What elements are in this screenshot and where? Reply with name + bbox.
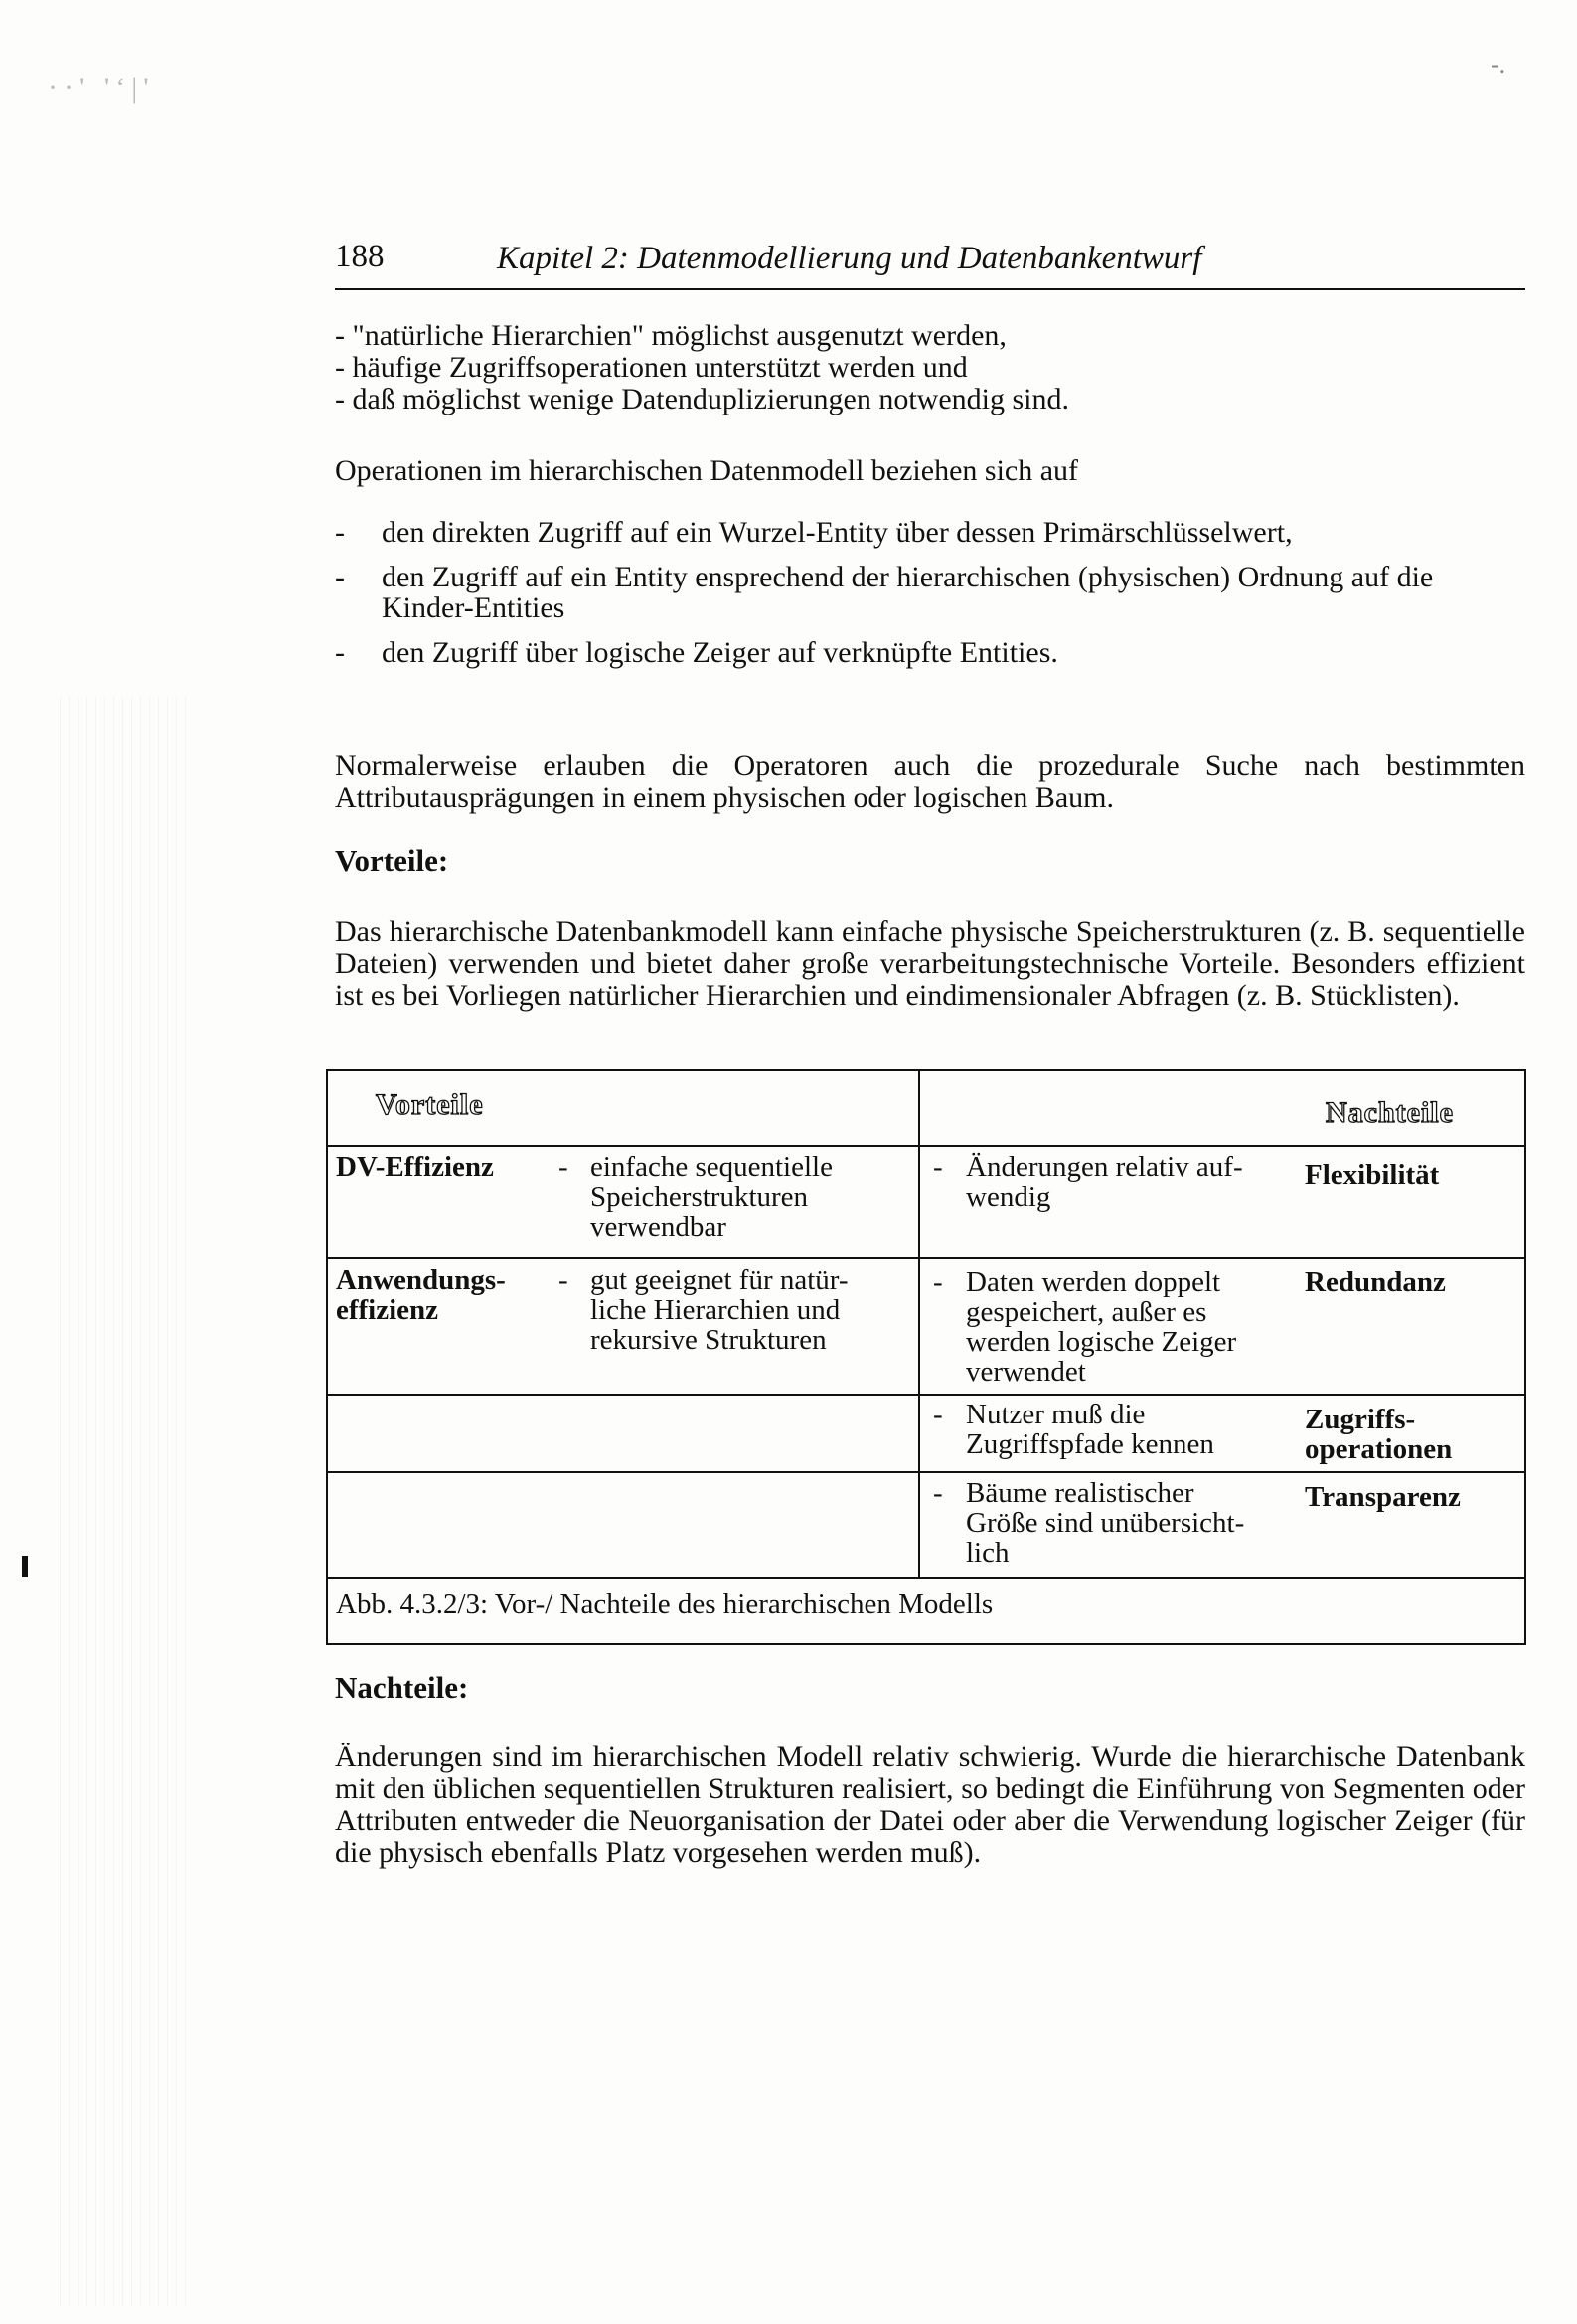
con-category: Transparenz (1305, 1481, 1461, 1513)
pro-text: einfache sequentielle Speicherstrukturen verwendbar (590, 1151, 833, 1243)
list-item (335, 517, 1527, 548)
pro-dash: - (558, 1264, 568, 1296)
scan-edge-noise (60, 696, 189, 2306)
scan-top-right-mark: -. (1491, 50, 1506, 79)
bullet-dash: - (335, 561, 345, 593)
con-dash: - (933, 1399, 943, 1430)
con-text: Änderungen relativ auf- wendig (966, 1151, 1243, 1213)
con-category: Flexibilität (1305, 1159, 1440, 1191)
table-rule (328, 1471, 1524, 1473)
con-text: Bäume realistischer Größe sind unübersicht- lich (966, 1477, 1245, 1569)
con-dash: - (933, 1151, 943, 1183)
pro-dash: - (558, 1151, 568, 1183)
disadvantages-paragraph: Änderungen sind im hierarchischen Modell relativ schwierig. Wurde die hierarchische Datenbank mit den üblichen sequentiellen Strukturen realisiert, so bedingt die Einführung von Segmenten oder Attributen entweder die Neuorganisation der Datei oder aber die Verwendung logischer Zeiger (für die physisch ebenfalls Platz vorgesehen werden muß). (335, 1741, 1525, 1869)
con-dash: - (933, 1477, 943, 1509)
list-item-text: den direkten Zugriff auf ein Wurzel-Entity über dessen Primärschlüsselwert, (382, 516, 1293, 549)
scan-corner-marks: ··' '‘|' (48, 72, 155, 104)
list-item-text: den Zugriff auf ein Entity ensprechend der hierarchischen (physischen) Ordnung auf die Kinder-Entities (382, 561, 1434, 624)
advantages-heading: Vorteile: (335, 843, 449, 878)
running-head: Kapitel 2: Datenmodellierung und Datenbankentwurf (497, 241, 1202, 276)
pro-category: Anwendungs- effizienz (336, 1264, 506, 1326)
bullet-dash: - (335, 636, 345, 669)
scan-edge-mark (22, 1556, 28, 1577)
operators-paragraph: Normalerweise erlauben die Operatoren auch die prozedurale Suche nach bestimmten Attributausprägungen in einem physischen oder logischen Baum. (335, 749, 1525, 814)
list-item (335, 637, 1527, 668)
table-rule (328, 1394, 1524, 1396)
bullet-dash: - (335, 516, 345, 549)
pros-cons-table (326, 1069, 1526, 1645)
figure-caption: Abb. 4.3.2/3: Vor-/ Nachteile des hierarchischen Modells (336, 1588, 994, 1620)
table-header-disadvantages: Nachteile (1326, 1096, 1454, 1129)
page-number: 188 (335, 239, 385, 274)
operations-intro: Operationen im hierarchischen Datenmodell beziehen sich auf (335, 454, 1079, 487)
con-category: Zugriffs- operationen (1305, 1404, 1453, 1465)
table-header-advantages: Vorteile (376, 1088, 484, 1121)
table-rule (328, 1257, 1524, 1259)
con-text: Daten werden doppelt gespeichert, außer es werden logische Zeiger verwendet (966, 1266, 1237, 1388)
intro-line: - häufige Zugriffsoperationen unterstützt werden und (335, 351, 968, 384)
intro-line: - "natürliche Hierarchien" möglichst ausgenutzt werden, (335, 319, 1007, 352)
intro-list (335, 320, 1525, 415)
list-item (335, 562, 1527, 623)
pro-category: DV-Effizienz (336, 1151, 494, 1183)
con-text: Nutzer muß die Zugriffspfade kennen (966, 1399, 1214, 1460)
con-category: Redundanz (1305, 1266, 1446, 1298)
disadvantages-heading: Nachteile: (335, 1670, 469, 1705)
list-item-text: den Zugriff über logische Zeiger auf verknüpfte Entities. (382, 636, 1058, 669)
table-rule (328, 1145, 1524, 1147)
table-rule (328, 1577, 1524, 1579)
intro-line: - daß möglichst wenige Datenduplizierungen notwendig sind. (335, 383, 1069, 415)
con-dash: - (933, 1266, 943, 1298)
pro-text: gut geeignet für natür- liche Hierarchien und rekursive Strukturen (590, 1264, 849, 1356)
page-header (335, 239, 1525, 290)
operations-list (335, 517, 1527, 682)
advantages-paragraph: Das hierarchische Datenbankmodell kann einfache physische Speicherstrukturen (z. B. sequentielle Dateien) verwenden und bietet daher große verarbeitungstechnische Vorteile. Besonders effizient ist es bei Vorliegen natürlicher Hierarchien und eindimensionaler Abfragen (z. B. Stücklisten). (335, 915, 1525, 1012)
